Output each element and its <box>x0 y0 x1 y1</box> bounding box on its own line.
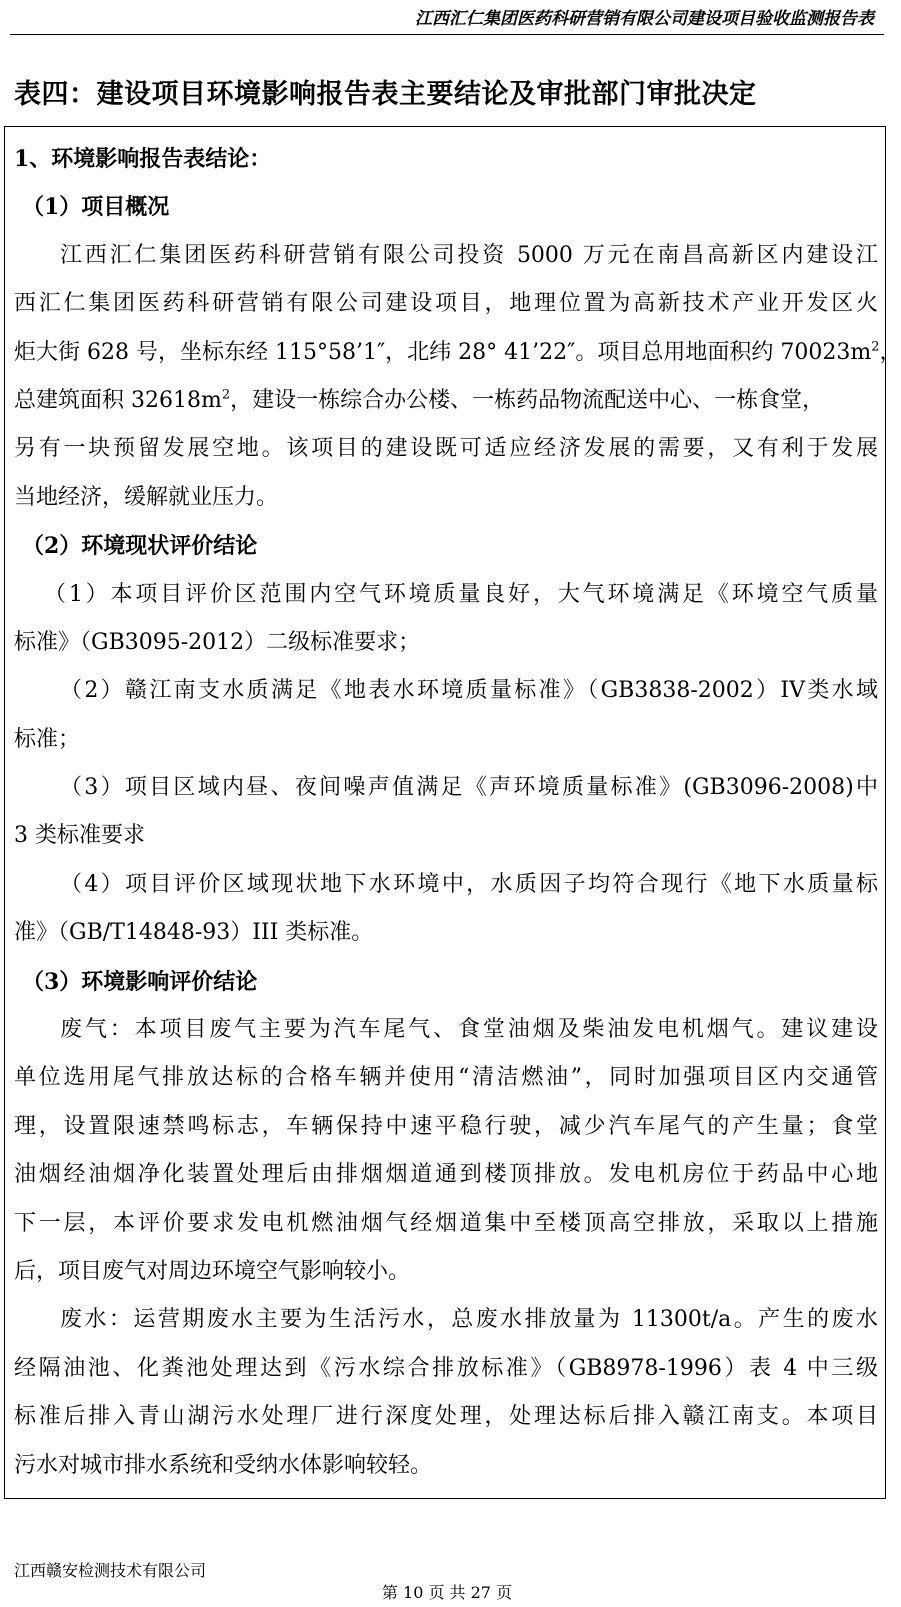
paragraph-line: 后，项目废气对周边环境空气影响较小。 <box>14 1258 411 1284</box>
footer-page-number: 第 10 页 共 27 页 <box>381 1583 513 1602</box>
paragraph-line: （1）本项目评价区范围内空气环境质量良好，大气环境满足《环境空气质量 <box>44 581 878 607</box>
paragraph-line: 标准后排入青山湖污水处理厂进行深度处理，处理达标后排入赣江南支。本项目 <box>14 1404 878 1430</box>
paragraph-line: 江西汇仁集团医药科研营销有限公司投资 5000 万元在南昌高新区内建设江 <box>60 242 878 268</box>
subsection-heading: （1）项目概况 <box>22 194 170 221</box>
content <box>14 135 901 1490</box>
section-heading: 1、环境影响报告表结论： <box>14 146 272 172</box>
paragraph-line: 油烟经油烟净化装置处理后由排烟烟道通到楼顶排放。发电机房位于药品中心地 <box>14 1162 878 1188</box>
running-header: 江西汇仁集团医药科研营销有限公司建设项目验收监测报告表 <box>415 9 874 29</box>
paragraph-line: 标准； <box>14 726 81 752</box>
paragraph-line: 西汇仁集团医药科研营销有限公司建设项目，地理位置为高新技术产业开发区火 <box>14 291 878 317</box>
footer-company: 江西赣安检测技术有限公司 <box>14 1561 207 1580</box>
paragraph-line: 炬大街 628 号，坐标东经 115°58’1″，北纬 28° 41’22″。项目总用地面积约 $70023m^2$， <box>14 339 901 365</box>
doc-title: 表四：建设项目环境影响报告表主要结论及审批部门审批决定 <box>14 79 757 110</box>
subsection-heading: （3）环境影响评价结论 <box>22 968 258 995</box>
header-rule <box>10 34 884 35</box>
paragraph-line: 理，设置限速禁鸣标志，车辆保持中速平稳行驶，减少汽车尾气的产生量；食堂 <box>14 1113 878 1139</box>
paragraph-line: 下一层，本评价要求发电机燃油烟气经烟道集中至楼顶高空排放，采取以上措施 <box>14 1210 878 1236</box>
paragraph-line: 准》（GB/T14848-93）III 类标准。 <box>14 920 374 946</box>
paragraph-line: 总建筑面积 $32618m^2$，建设一栋综合办公楼、一栋药品物流配送中心、一栋食堂， <box>14 387 825 413</box>
paragraph-line: （4）项目评价区域现状地下水环境中，水质因子均符合现行《地下水质量标 <box>60 871 878 897</box>
paragraph-line: 3 类标准要求 <box>14 823 145 849</box>
paragraph-line: （3）项目区域内昼、夜间噪声值满足《声环境质量标准》(GB3096-2008)中 <box>60 775 878 801</box>
paragraph-line: 废水：运营期废水主要为生活污水，总废水排放量为 11300t/a。产生的废水 <box>60 1307 878 1333</box>
subsection-heading: （2）环境现状评价结论 <box>22 533 258 560</box>
paragraph-line: 经隔油池、化粪池处理达到《污水综合排放标准》（GB8978-1996）表 4 中三级 <box>14 1355 878 1381</box>
paragraph-line: 标准》（GB3095-2012）二级标准要求； <box>14 629 421 655</box>
paragraph-line: 单位选用尾气排放达标的合格车辆并使用“清洁燃油”，同时加强项目区内交通管 <box>14 1065 878 1091</box>
paragraph-line: 污水对城市排水系统和受纳水体影响较轻。 <box>14 1452 433 1478</box>
paragraph-line: 当地经济，缓解就业压力。 <box>14 484 279 510</box>
paragraph-line: （2）赣江南支水质满足《地表水环境质量标准》（GB3838-2002）IV类水域 <box>60 678 878 704</box>
paragraph-line: 另有一块预留发展空地。该项目的建设既可适应经济发展的需要，又有利于发展 <box>14 436 878 462</box>
paragraph-line: 废气：本项目废气主要为汽车尾气、食堂油烟及柴油发电机烟气。建议建设 <box>60 1017 878 1043</box>
